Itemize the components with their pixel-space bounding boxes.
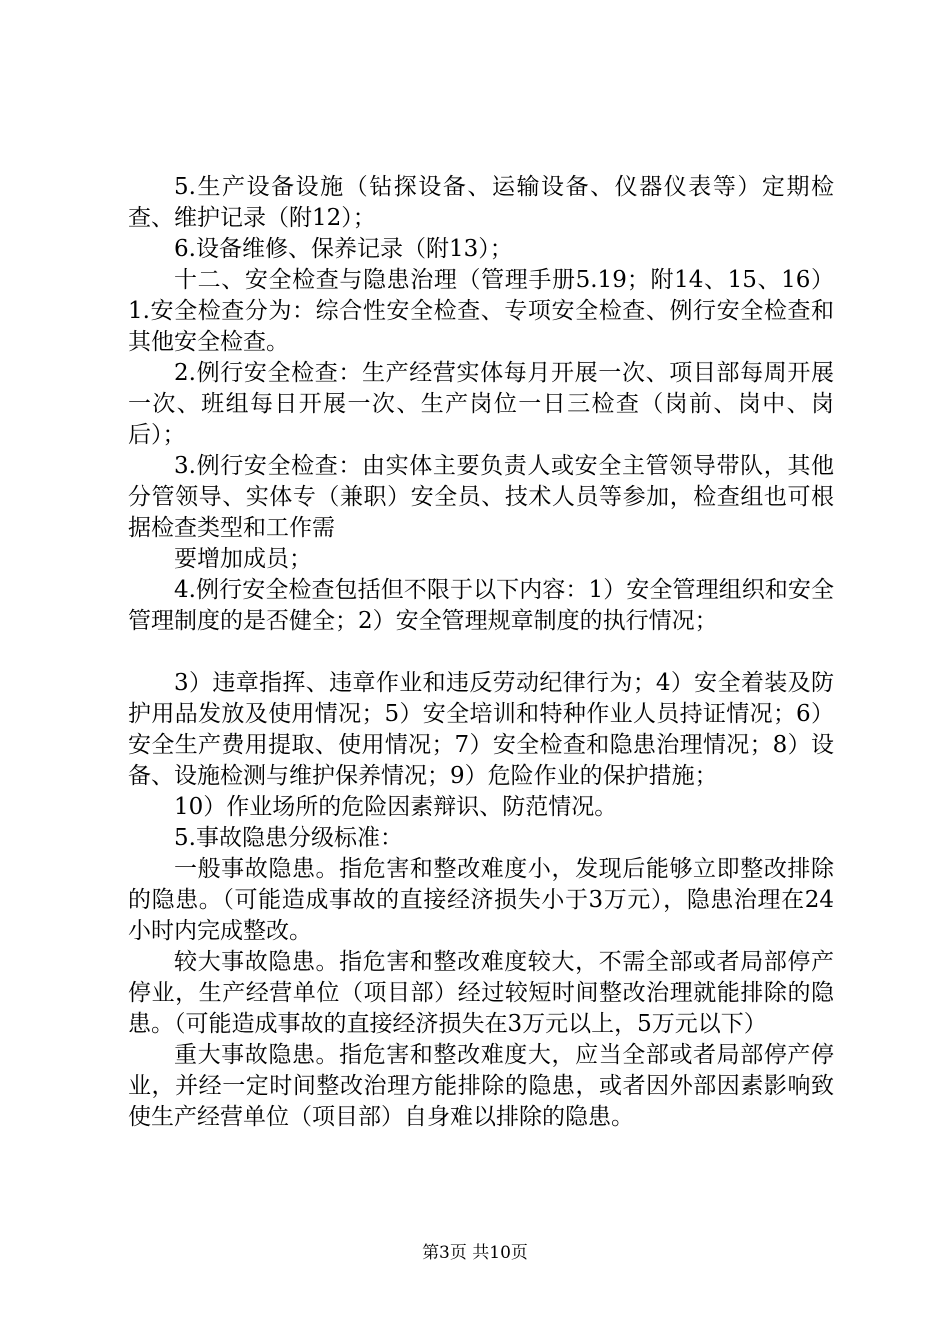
paragraph-section-12-heading: 十二、安全检查与隐患治理（管理手册5.19；附14、15、16）1.安全检查分为：综合性安全检查、专项安全检查、例行安全检查和其他安全检查。 — [128, 267, 834, 355]
page-footer: 第3页 共10页 — [422, 1243, 528, 1263]
paragraph-routine-check-frequency: 2.例行安全检查：生产经营实体每月开展一次、项目部每周开展一次、班组每日开展一次、生产岗位一日三检查（岗前、岗中、岗后）； — [128, 360, 834, 448]
paragraph-major-hazard: 较大事故隐患。指危害和整改难度较大，不需全部或者局部停产停业，生产经营单位（项目部）经过较短时间整改治理就能排除的隐患。（可能造成事故的直接经济损失在3万元以上，5万元以下） — [128, 949, 834, 1037]
paragraph-check-items: 3）违章指挥、违章作业和违反劳动纪律行为；4）安全着装及防护用品发放及使用情况；5）安全培训和特种作业人员持证情况；6）安全生产费用提取、使用情况；7）安全检查和隐患治理情况；8）设备、设施检测与维护保养情况；9）危险作业的保护措施； — [128, 670, 834, 789]
paragraph-equipment-inspection: 5.生产设备设施（钻探设备、运输设备、仪器仪表等）定期检查、维护记录（附12）； — [128, 174, 834, 231]
paragraph-serious-hazard: 重大事故隐患。指危害和整改难度大，应当全部或者局部停产停业，并经一定时间整改治理方能排除的隐患，或者因外部因素影响致使生产经营单位（项目部）自身难以排除的隐患。 — [128, 1042, 834, 1130]
paragraph-check-contents: 4.例行安全检查包括但不限于以下内容：1）安全管理组织和安全管理制度的是否健全；2）安全管理规章制度的执行情况； — [128, 577, 834, 634]
paragraph-hazard-grading-title: 5.事故隐患分级标准： — [174, 825, 403, 851]
paragraph-hazard-factors: 10）作业场所的危险因素辩识、防范情况。 — [174, 794, 618, 820]
paragraph-add-members: 要增加成员； — [174, 546, 312, 572]
paragraph-general-hazard: 一般事故隐患。指危害和整改难度小，发现后能够立即整改排除的隐患。（可能造成事故的直接经济损失小于3万元），隐患治理在24小时内完成整改。 — [128, 856, 834, 944]
paragraph-equipment-maintenance: 6.设备维修、保养记录（附13）； — [174, 236, 513, 262]
document-body — [128, 172, 834, 1133]
paragraph-routine-check-leaders: 3.例行安全检查：由实体主要负责人或安全主管领导带队，其他分管领导、实体专（兼职）安全员、技术人员等参加，检查组也可根据检查类型和工作需 — [128, 453, 834, 541]
